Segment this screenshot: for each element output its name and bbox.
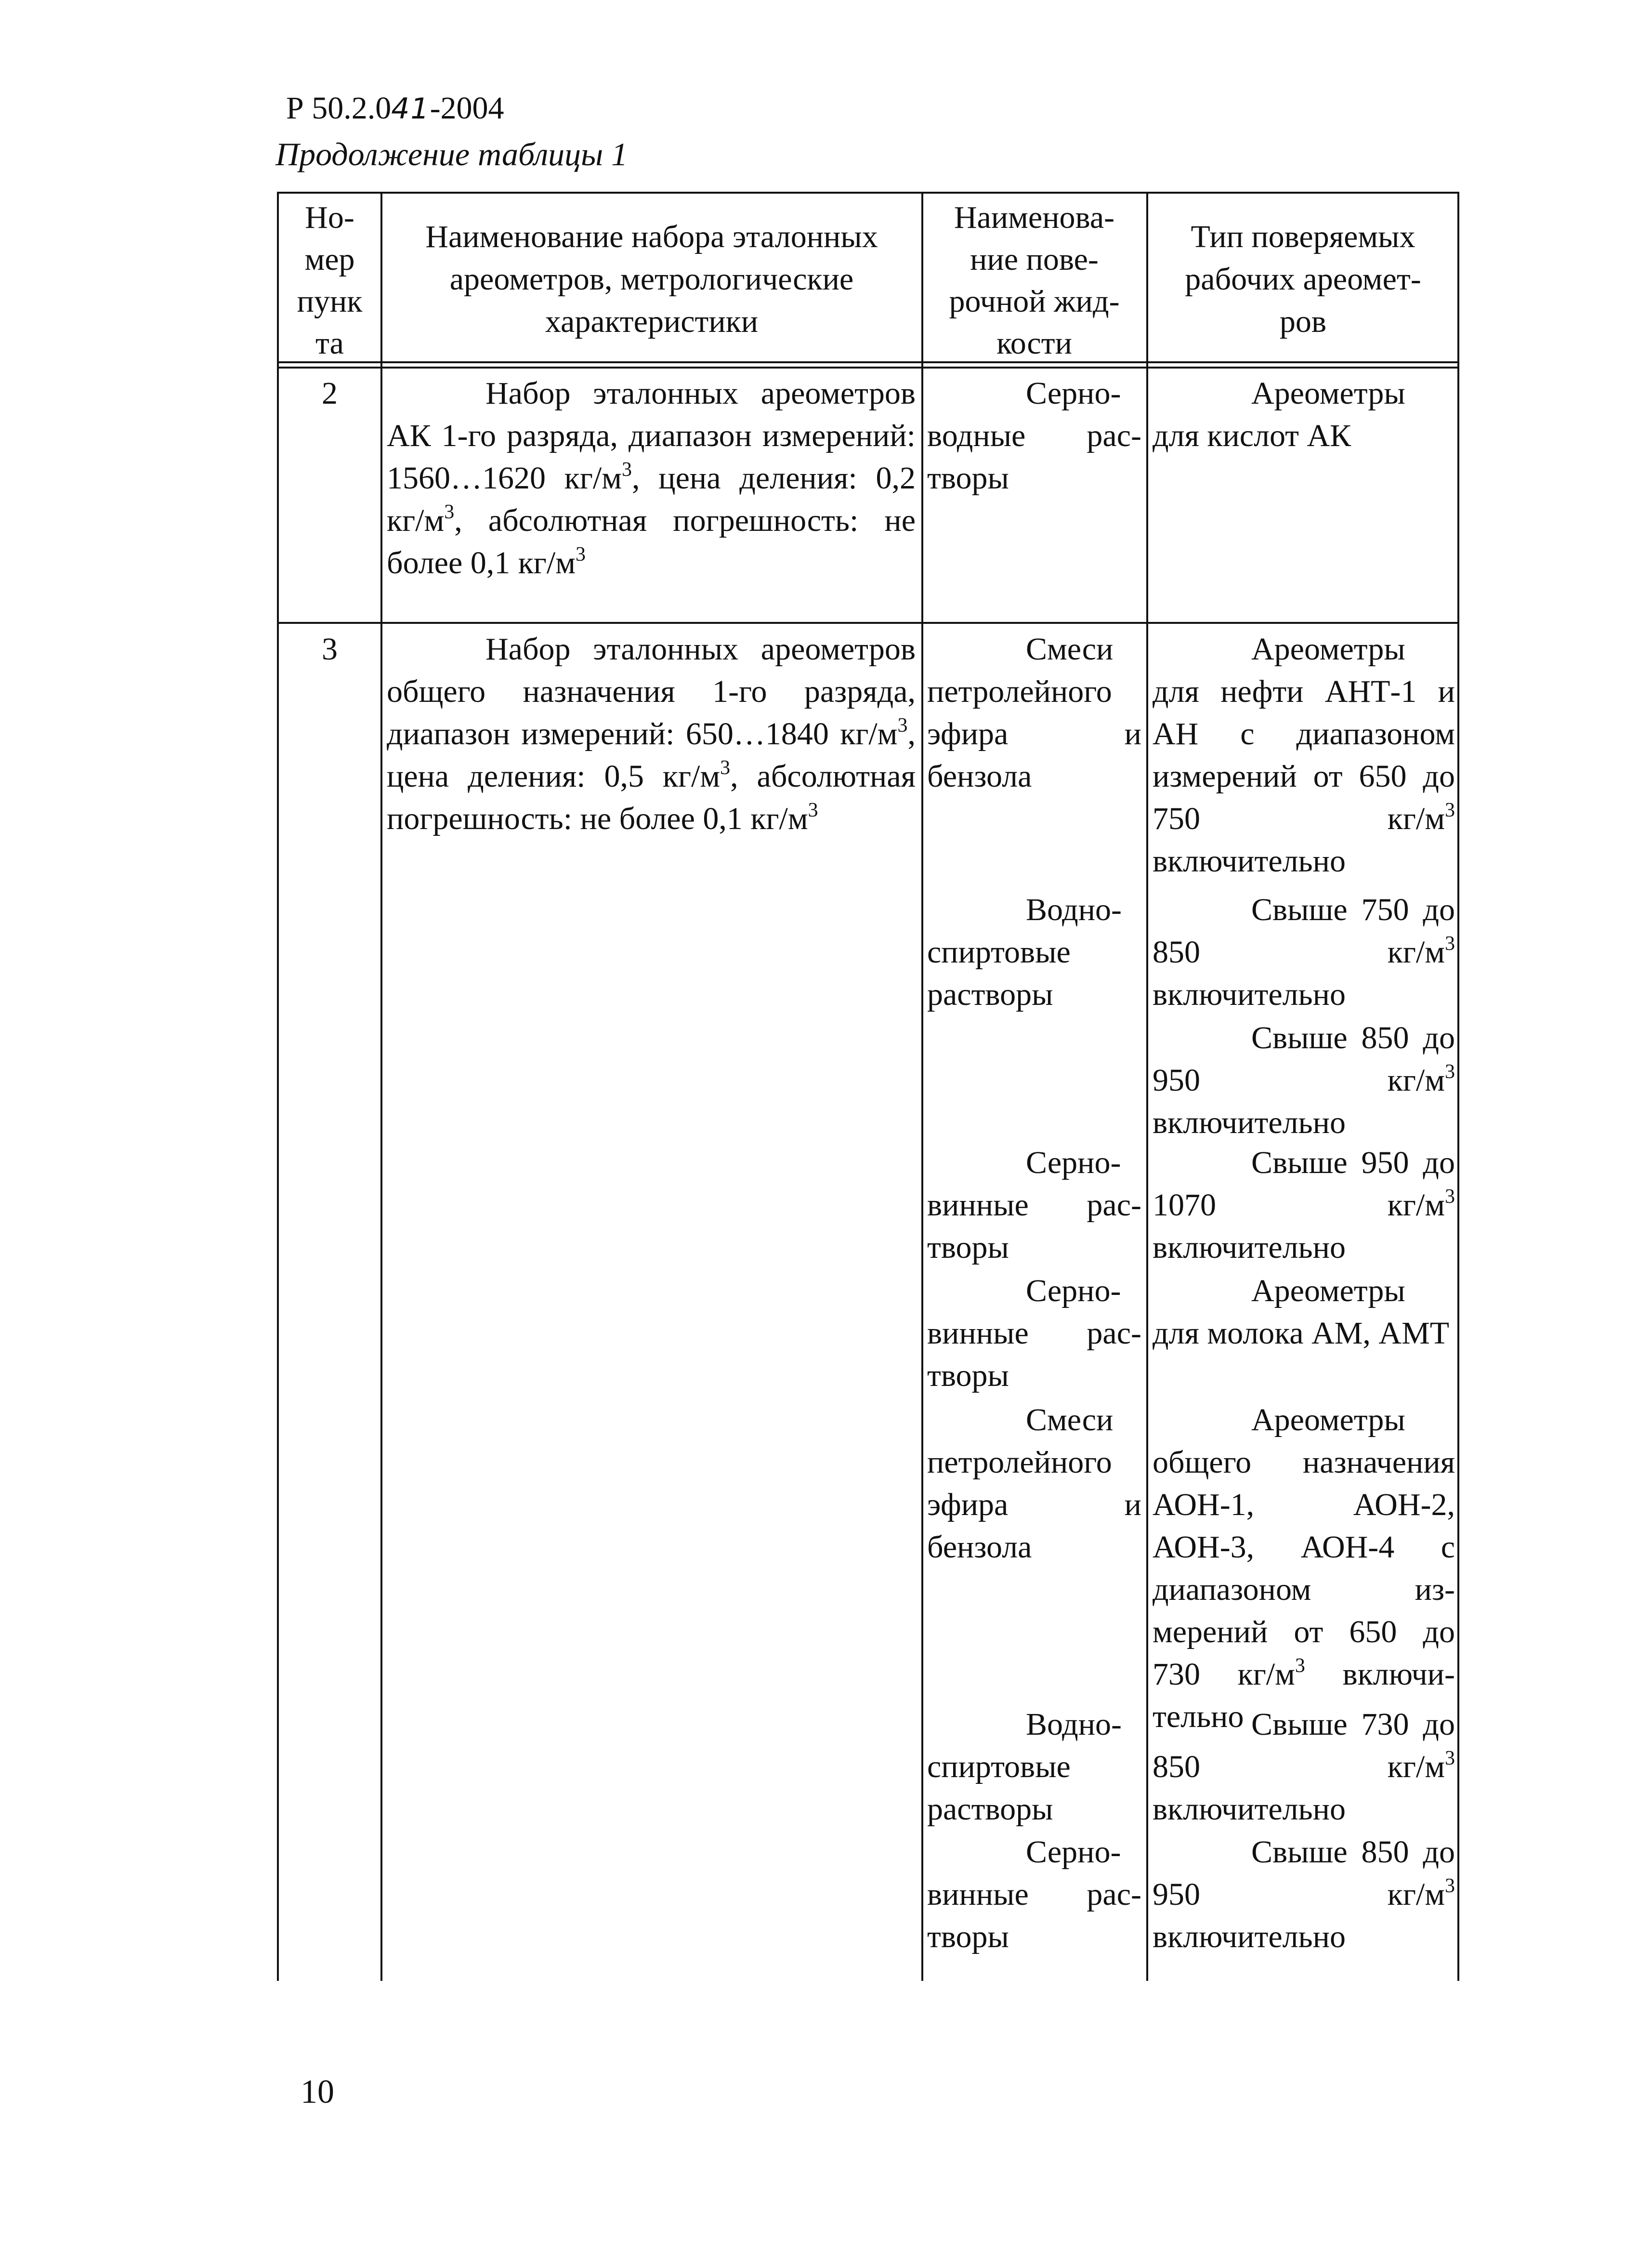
verification-liquid: Водноспиртовые растворы [927, 892, 1122, 1012]
column-header-number: Но- мер пунк та [297, 200, 363, 361]
verification-liquid: Смеси петролейного эфира и бензола [927, 1402, 1141, 1565]
hydrometer-type: Ареометры для нефти АНТ-1 и АН с диапазоном измерений от 650 до 750 $кг/м^3$ включительно [1153, 632, 1455, 879]
verification-liquid: Водноспиртовые растворы [927, 1707, 1122, 1827]
row-number: 3 [322, 632, 338, 667]
hydrometer-type: Свыше 750 до 850 $кг/м^3$ включительно [1153, 892, 1455, 1012]
column-divider [921, 192, 923, 1981]
row-divider [277, 622, 1459, 624]
header-divider [277, 361, 1459, 363]
verification-liquid: Серновинные растворы [927, 1834, 1141, 1954]
column-header-liquid: Наименова- ние пове- рочной жид- кости [949, 200, 1120, 361]
row-number: 2 [322, 376, 338, 411]
verification-liquid: Серновинные растворы [927, 1273, 1141, 1393]
set-description: Набор эталонных ареометров общего назначения 1-го разряда, диапазон измерений: 650…1840 $кг/м^3$, цена деления: 0,5 $кг/м^3$, абсолютная погрешность: не более 0,1 $кг/м^3$ [387, 632, 916, 836]
hydrometer-type: Ареометры для молока АМ, АМТ [1153, 1273, 1450, 1351]
hydrometer-type: Свыше 730 до 850 $кг/м^3$ включительно [1153, 1707, 1455, 1827]
verification-liquid: Серновинные растворы [927, 1145, 1141, 1265]
document-code-suffix: -2004 [430, 91, 504, 126]
table-continuation-label: Продолжение таблицы 1 [275, 136, 628, 172]
column-header-type: Тип поверяемых рабочих ареомет- ров [1185, 219, 1421, 339]
verification-liquid: Смеси петролейного эфира и бензола [927, 632, 1141, 794]
hydrometer-type: Свыше 850 до 950 $кг/м^3$ включительно [1153, 1834, 1455, 1954]
calibration-table [277, 192, 1459, 1981]
hydrometer-type: Ареометры общего назначения АОН-1, АОН-2, АОН-3, АОН-4 с диапазоном измерений от 650 до 730 $кг/м^3$ включительно [1153, 1402, 1455, 1734]
hydrometer-type: Свыше 850 до 950 $кг/м^3$ включительно [1153, 1020, 1455, 1140]
hydrometer-type: Ареометры для кислот АК [1153, 376, 1405, 453]
column-divider [1146, 192, 1148, 1981]
hydrometer-type: Свыше 950 до 1070 $кг/м^3$ включительно [1153, 1145, 1455, 1265]
document-code-prefix: Р 50.2.0 [286, 91, 392, 126]
set-description: Набор эталонных ареометров АК 1-го разряда, диапазон измерений: 1560…1620 $кг/м^3$, цена деления: 0,2 $кг/м^3$, абсолютная погрешность: не более 0,1 $кг/м^3$ [387, 376, 916, 580]
header-divider [277, 367, 1459, 369]
table-border-right [1457, 192, 1459, 1981]
document-code [286, 92, 504, 124]
handwritten-number: 41 [391, 92, 430, 126]
table-border-left [277, 192, 279, 1981]
page-number: 10 [301, 2073, 334, 2110]
column-divider [380, 192, 382, 1981]
table-border-top [277, 192, 1459, 194]
verification-liquid: Серноводные растворы [927, 376, 1141, 496]
column-header-name: Наименование набора эталонных ареометров, метрологические характеристики [425, 219, 878, 339]
